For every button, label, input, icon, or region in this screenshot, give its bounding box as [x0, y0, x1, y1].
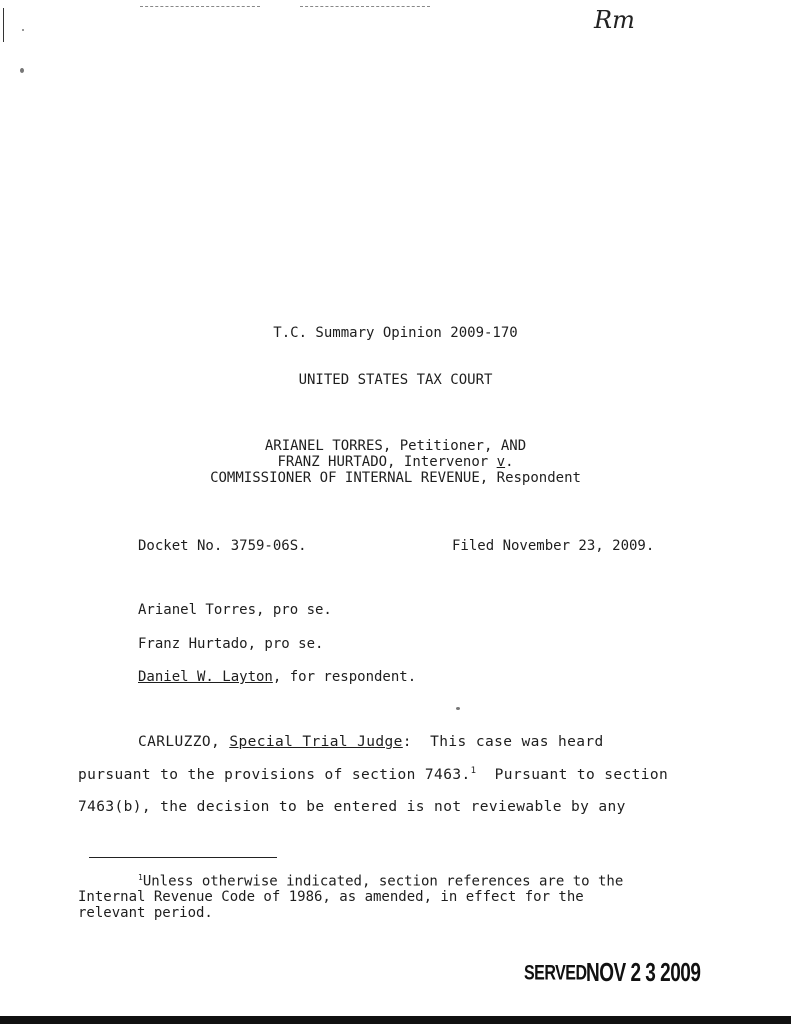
judge-title: Special Trial Judge [229, 734, 403, 750]
counsel-line-1: Arianel Torres, pro se. [138, 602, 332, 618]
caption-line-1: ARIANEL TORRES, Petitioner, AND [264, 438, 527, 454]
docket-number: Docket No. 3759-06S. [138, 538, 307, 554]
footnote-divider [89, 857, 277, 858]
footnote-reference: 1 [470, 766, 477, 776]
scan-speck [20, 68, 24, 73]
counsel-line-3: Daniel W. Layton, for respondent. [138, 669, 417, 685]
handwritten-initials: Rm [594, 6, 635, 34]
served-stamp-date: NOV 2 3 2009 [586, 959, 701, 988]
opinion-citation: T.C. Summary Opinion 2009-170 [273, 325, 518, 341]
opinion-line-2: pursuant to the provisions of section 7463.$^1$ Pursuant to section [78, 766, 669, 783]
footnote-line-3: relevant period. [78, 905, 213, 921]
scan-speck [22, 29, 24, 31]
opinion-line-3: 7463(b), the decision to be entered is not reviewable by any [78, 799, 626, 815]
respondent-counsel-name: Daniel W. Layton [138, 669, 273, 685]
served-stamp-label: SERVED [524, 961, 587, 985]
left-margin-mark [3, 8, 4, 42]
court-name: UNITED STATES TAX COURT [298, 372, 493, 388]
scan-artifact-top [300, 6, 430, 7]
scan-speck [456, 707, 460, 710]
filed-date: Filed November 23, 2009. [452, 538, 655, 554]
versus-abbrev: v [496, 454, 506, 470]
footnote-line-2: Internal Revenue Code of 1986, as amended, in effect for the [78, 889, 584, 905]
caption-line-3: COMMISSIONER OF INTERNAL REVENUE, Respondent [210, 470, 581, 486]
scan-artifact-top [140, 6, 260, 7]
footnote-marker: 1 [138, 873, 143, 882]
counsel-line-2: Franz Hurtado, pro se. [138, 636, 324, 652]
footnote-line-1: $^1$Unless otherwise indicated, section references are to the [138, 873, 624, 890]
opinion-line-1: CARLUZZO, Special Trial Judge: This case was heard [138, 734, 604, 750]
caption-line-2: FRANZ HURTADO, Intervenor v. [277, 454, 514, 470]
scan-bottom-edge [0, 1016, 791, 1024]
